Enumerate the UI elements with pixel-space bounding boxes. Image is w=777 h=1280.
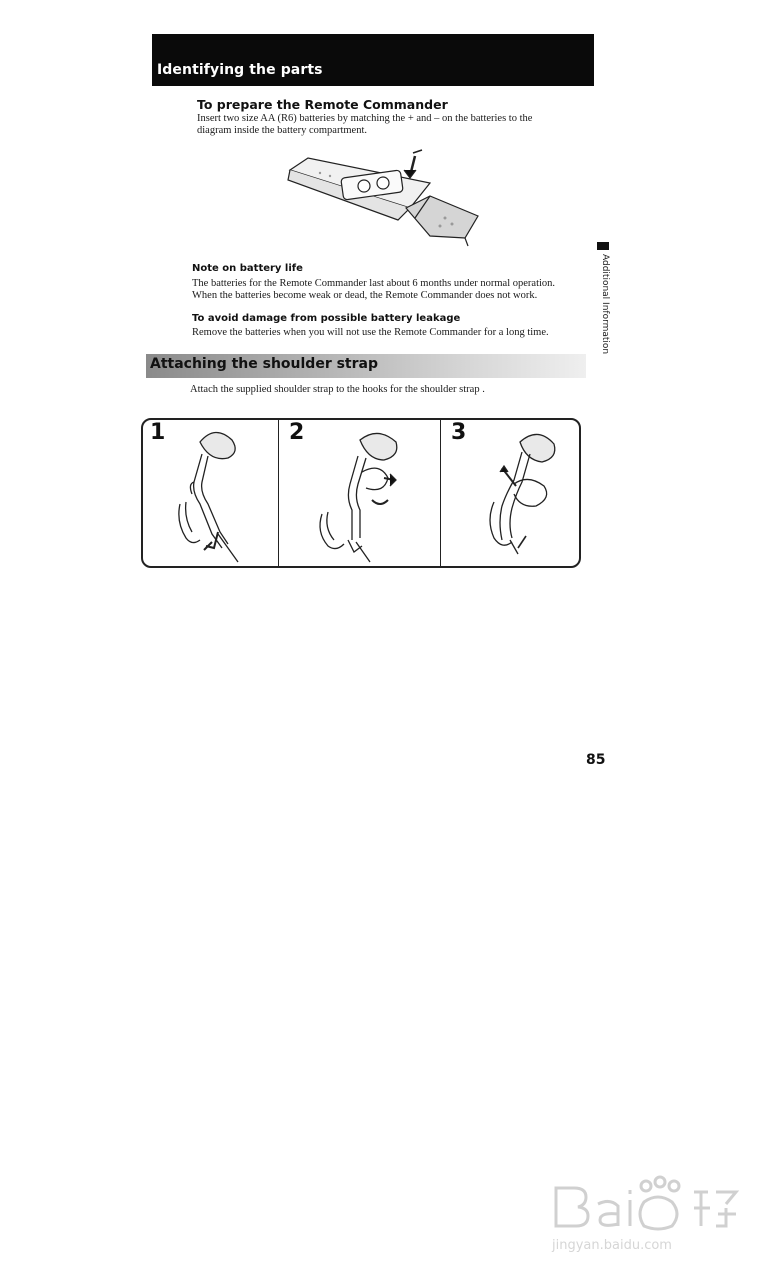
side-tab-label: Additional Information: [600, 254, 610, 355]
strap-instruction: Attach the supplied shoulder strap to the hooks for the shoulder strap .: [190, 384, 485, 395]
step-3-illustration: [472, 422, 572, 564]
prepare-text-line-2: diagram inside the battery compartment.: [197, 125, 367, 136]
step-2-illustration: [310, 422, 430, 564]
remote-battery-illustration: [280, 148, 485, 248]
step-number-2: 2: [289, 420, 305, 445]
leakage-line-1: Remove the batteries when you will not use the Remote Commander for a long time.: [192, 327, 549, 338]
step-number-1: 1: [150, 420, 166, 445]
section-title: Attaching the shoulder strap: [150, 356, 378, 372]
page-number: 85: [586, 752, 606, 768]
step-divider-1: [278, 420, 279, 567]
step-1-illustration: [170, 422, 270, 564]
prepare-text-line-1: Insert two size AA (R6) batteries by matching the + and – on the batteries to the: [197, 113, 533, 124]
battery-life-heading: Note on battery life: [192, 263, 303, 274]
side-thumb-tab: [597, 242, 609, 250]
page-title: Identifying the parts: [157, 62, 323, 78]
step-divider-2: [440, 420, 441, 567]
battery-life-line-1: The batteries for the Remote Commander last about 6 months under normal operation.: [192, 278, 556, 289]
prepare-heading: To prepare the Remote Commander: [197, 97, 448, 112]
leakage-heading: To avoid damage from possible battery leakage: [192, 313, 461, 324]
step-number-3: 3: [451, 420, 467, 445]
watermark-url: jingyan.baidu.com: [552, 1238, 672, 1253]
header-bar: [152, 34, 594, 86]
battery-life-line-2: When the batteries become weak or dead, the Remote Commander does not work.: [192, 290, 538, 301]
